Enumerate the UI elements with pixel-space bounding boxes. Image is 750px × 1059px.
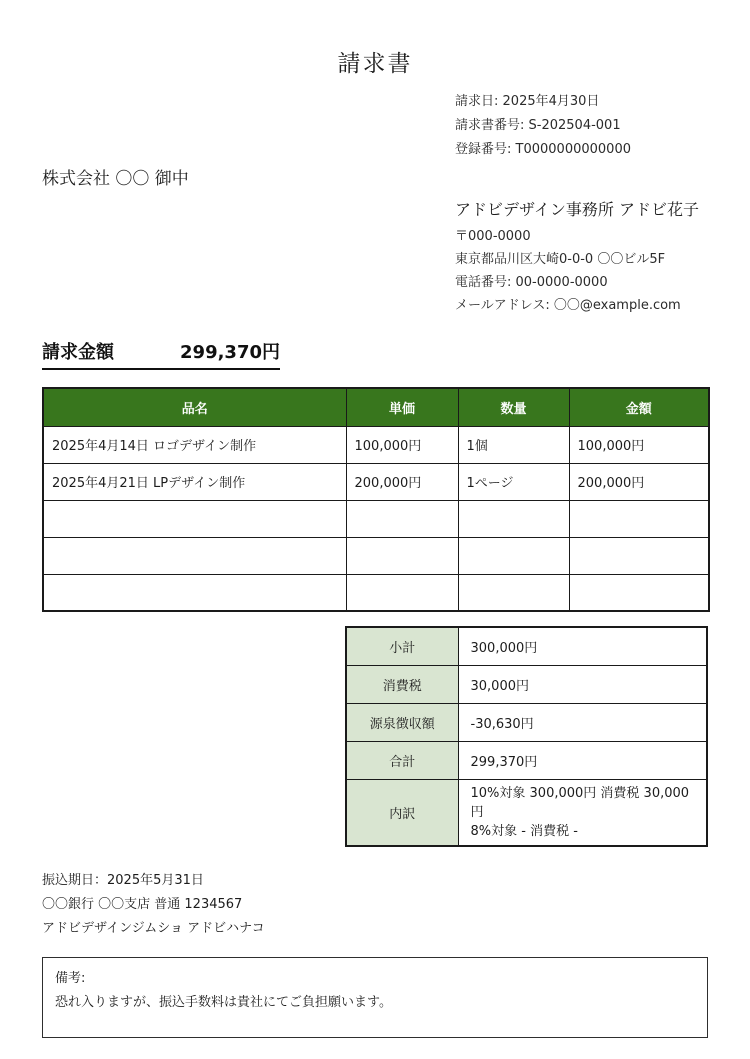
tax-value: 30,000円 — [458, 665, 707, 703]
item-name-cell — [43, 574, 346, 611]
items-header-quantity: 数量 — [458, 388, 569, 426]
table-row — [43, 463, 709, 500]
recipient-name: 株式会社 〇〇 御中 — [42, 169, 189, 189]
withholding-value: -30,630円 — [458, 703, 707, 741]
payment-info — [42, 869, 750, 941]
amount-due-value: 299,370円 — [180, 342, 280, 363]
invoice-number-line — [455, 114, 750, 138]
item-amount-cell — [569, 537, 709, 574]
item-quantity-cell — [458, 574, 569, 611]
items-header-name: 品名 — [43, 388, 346, 426]
remarks-text: 恐れ入りますが、振込手数料は貴社にてご負担願います。 — [55, 994, 392, 1010]
totals-table — [345, 626, 708, 847]
breakdown-value — [458, 779, 707, 846]
item-unit-price-cell — [346, 500, 458, 537]
breakdown-line-8pct: 8%対象 - 消費税 - — [470, 823, 578, 839]
items-header-row — [43, 388, 709, 426]
table-row — [43, 500, 709, 537]
sender-phone: 電話番号: 00-0000-0000 — [455, 275, 608, 290]
subtotal-row — [346, 627, 707, 665]
breakdown-line-10pct: 10%対象 300,000円 消費税 30,000円 — [470, 785, 690, 820]
item-name-cell — [43, 500, 346, 537]
invoice-number-label: 請求書番号: — [455, 118, 525, 133]
table-row — [43, 426, 709, 463]
item-quantity-cell — [458, 500, 569, 537]
line-items-table — [42, 387, 710, 612]
remarks-label: 備考: — [55, 970, 86, 986]
sender-info — [455, 197, 750, 317]
tax-row — [346, 665, 707, 703]
subtotal-label: 小計 — [346, 627, 458, 665]
withholding-row — [346, 703, 707, 741]
sender-postal: 〒000-0000 — [455, 229, 531, 244]
registration-number-label: 登録番号: — [455, 142, 512, 157]
item-amount-cell: 200,000円 — [569, 463, 709, 500]
sender-email: メールアドレス: 〇〇@example.com — [455, 298, 681, 313]
item-quantity-cell: 1個 — [458, 426, 569, 463]
amount-due — [42, 338, 280, 370]
subtotal-value: 300,000円 — [458, 627, 707, 665]
item-amount-cell — [569, 574, 709, 611]
item-unit-price-cell: 200,000円 — [346, 463, 458, 500]
total-row — [346, 741, 707, 779]
table-row — [43, 537, 709, 574]
total-label: 合計 — [346, 741, 458, 779]
payment-due-date: 振込期日：2025年5月31日 — [42, 872, 204, 888]
item-name-cell: 2025年4月14日 ロゴデザイン制作 — [43, 426, 346, 463]
item-name-cell — [43, 537, 346, 574]
items-header-amount: 金額 — [569, 388, 709, 426]
invoice-date-label: 請求日: — [455, 94, 499, 109]
document-title: 請求書 — [337, 51, 413, 77]
total-value: 299,370円 — [458, 741, 707, 779]
item-amount-cell: 100,000円 — [569, 426, 709, 463]
invoice-date-line — [455, 90, 750, 114]
withholding-label: 源泉徴収額 — [346, 703, 458, 741]
breakdown-label: 内訳 — [346, 779, 458, 846]
registration-number-value: T0000000000000 — [515, 142, 631, 157]
invoice-date-value: 2025年4月30日 — [502, 94, 600, 109]
remarks-box — [42, 957, 708, 1038]
payment-bank-account: 〇〇銀行 〇〇支店 普通 1234567 — [42, 896, 243, 912]
item-unit-price-cell — [346, 537, 458, 574]
item-name-cell: 2025年4月21日 LPデザイン制作 — [43, 463, 346, 500]
breakdown-row — [346, 779, 707, 846]
amount-due-label: 請求金額 — [42, 342, 114, 363]
registration-number-line — [455, 138, 750, 162]
table-row — [43, 574, 709, 611]
item-unit-price-cell: 100,000円 — [346, 426, 458, 463]
item-quantity-cell — [458, 537, 569, 574]
item-quantity-cell: 1ページ — [458, 463, 569, 500]
items-header-unit-price: 単価 — [346, 388, 458, 426]
tax-label: 消費税 — [346, 665, 458, 703]
item-unit-price-cell — [346, 574, 458, 611]
invoice-meta — [455, 90, 750, 162]
sender-name: アドビデザイン事務所 アドビ花子 — [455, 200, 699, 219]
payment-account-name: アドビデザインジムショ アドビハナコ — [42, 920, 265, 936]
item-amount-cell — [569, 500, 709, 537]
invoice-number-value: S-202504-001 — [528, 118, 621, 133]
sender-address: 東京都品川区大崎0-0-0 〇〇ビル5F — [455, 252, 666, 267]
